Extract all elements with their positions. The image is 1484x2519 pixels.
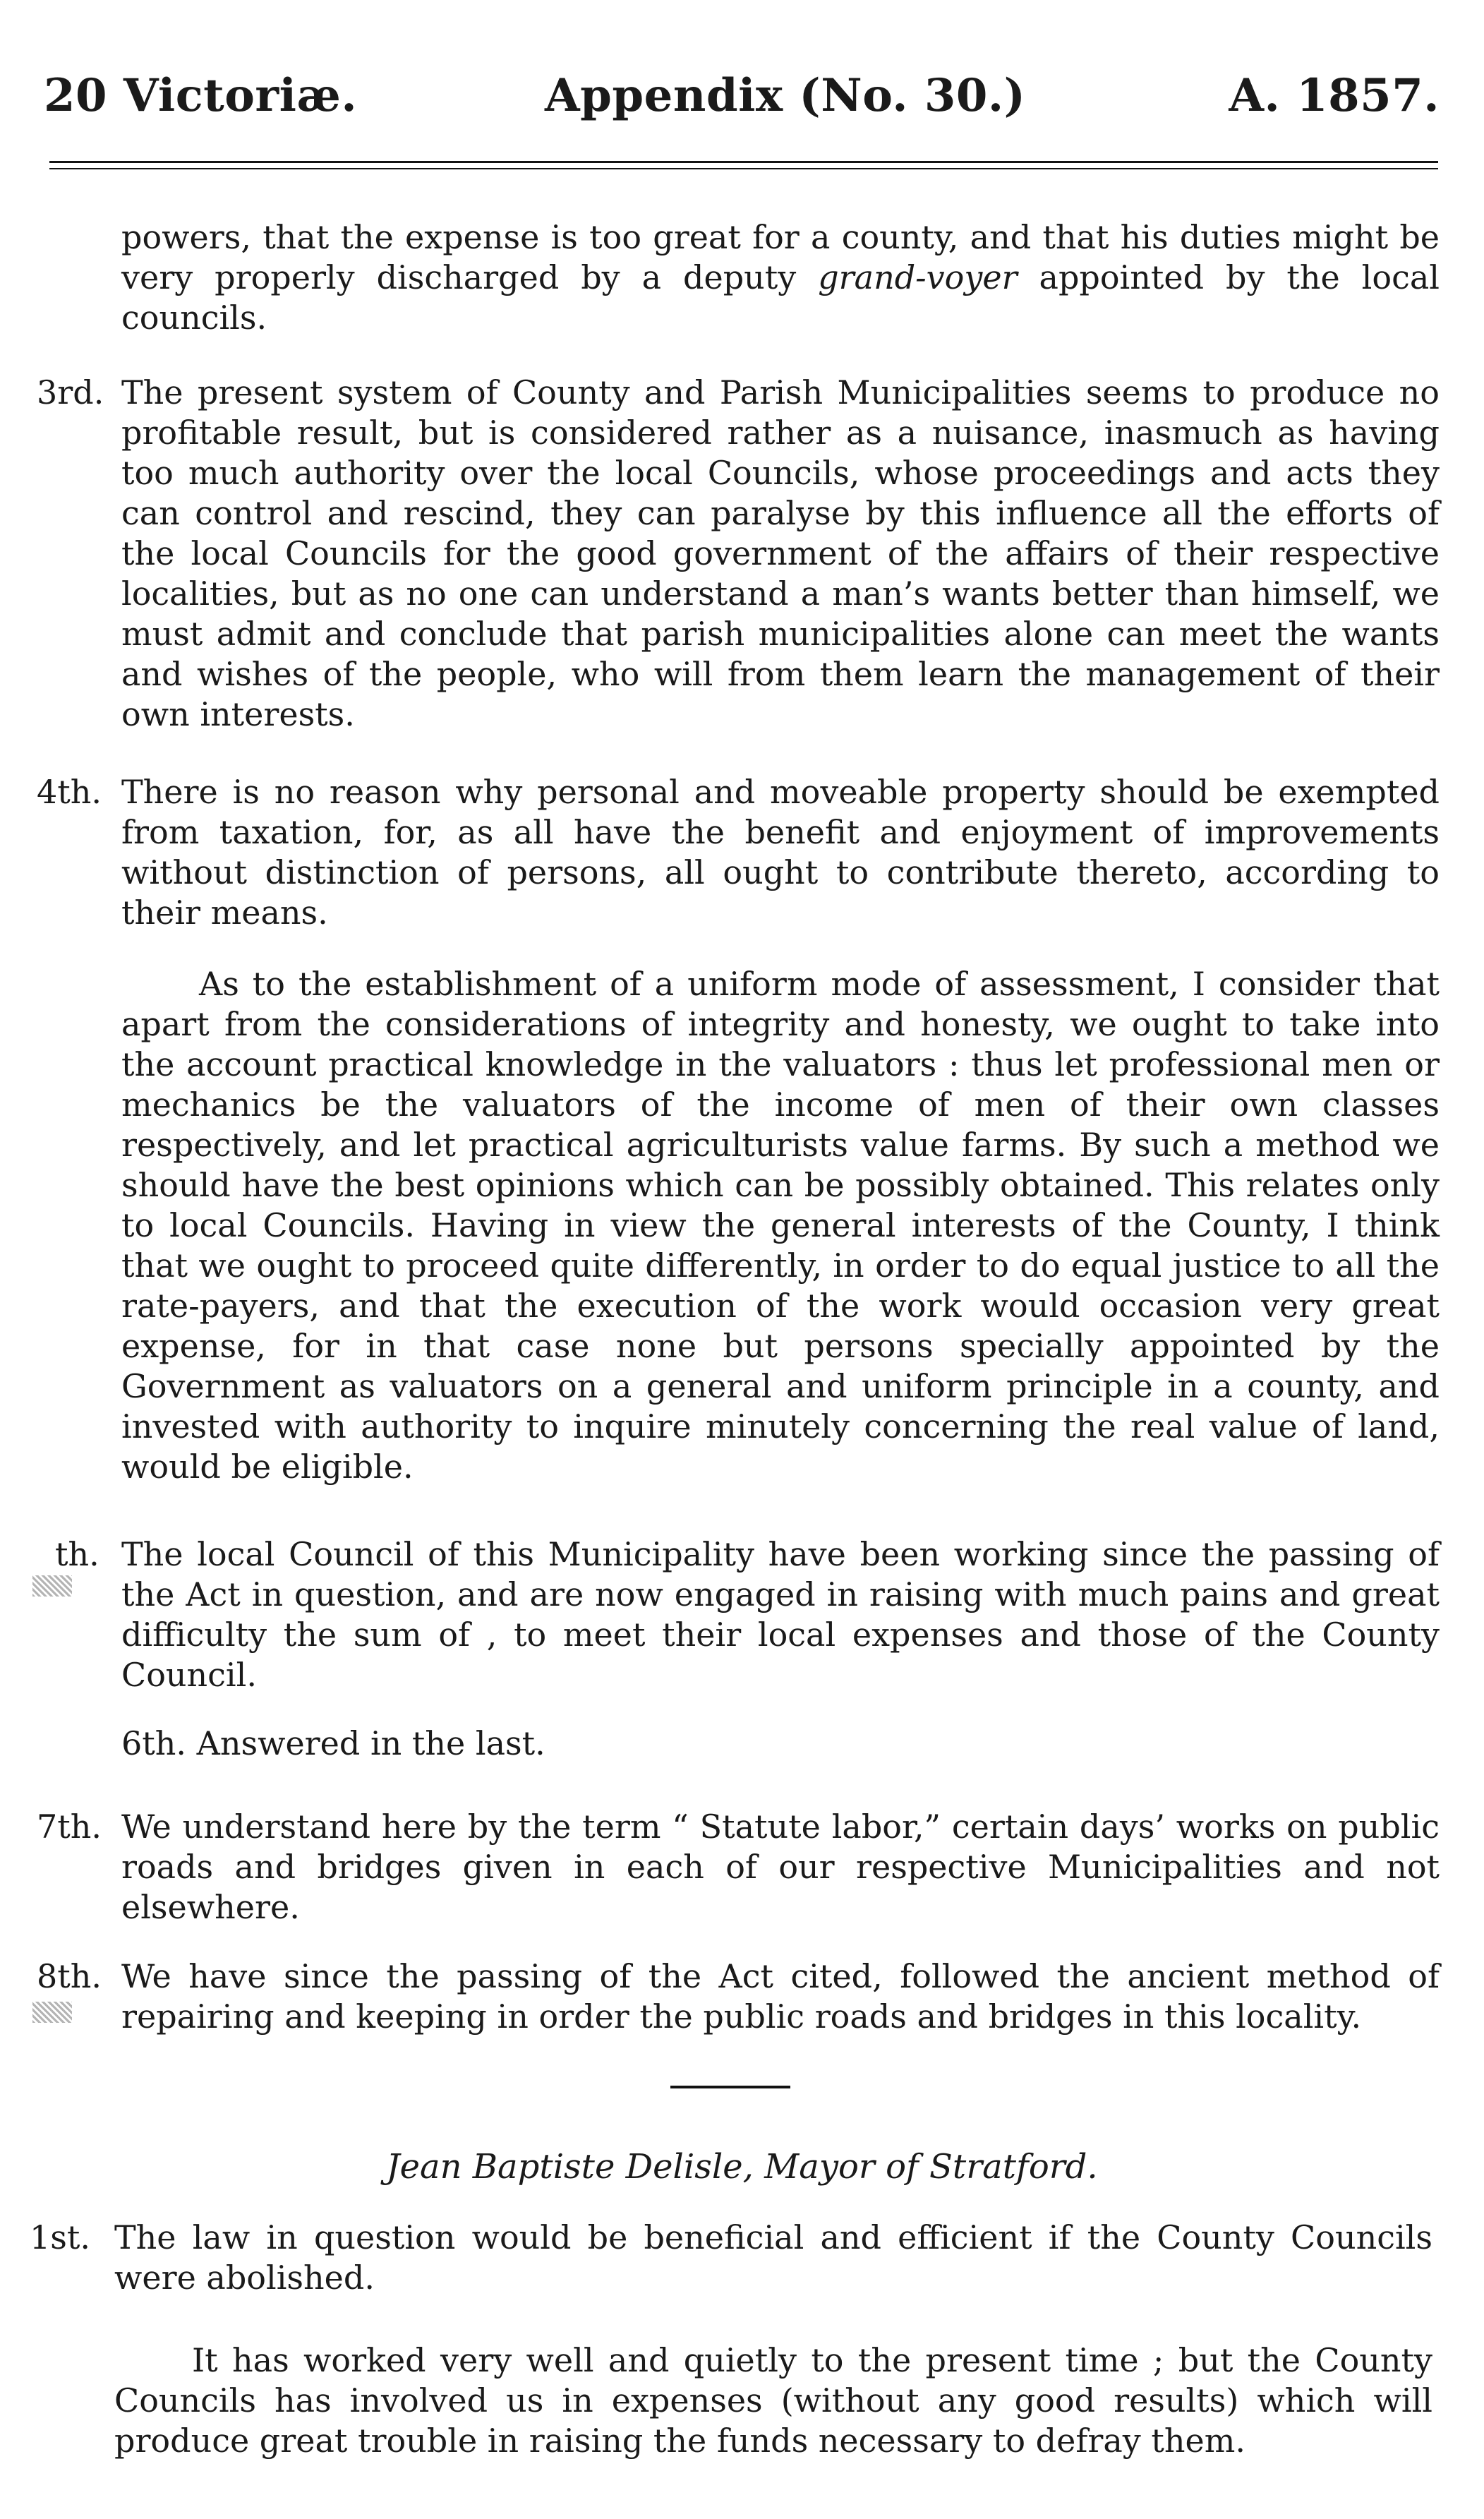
paragraph-assessment: As to the establishment of a uniform mode of assessment, I consider that apart from the considerations of integrity and honesty, we ought to take into the account practical knowledge in the valuators : thus let professional men or mechanics be the valuators of the income of men of their own classes respectively, and let practical agriculturists value farms. By such a method we should have the best opinions which can be possibly obtained. This relates only to local Councils. Having in view the general interests of the County, I think that we ought to proceed quite differently, in order to do equal justice to all the rate-payers, and that the execution of the work would occasion very great expense, for in that case none but persons specially appointed by the Government as valuators on a general and uniform principle in a county, and invested with authority to inquire minutely concerning the real value of land, would be eligible. [121, 965, 1440, 1486]
continuation-text-a: powers, that the expense is too great for a county, and that his duties might be very properly discharged by a deputy [121, 218, 1440, 296]
item-number-1st: 1st. [30, 2218, 90, 2256]
paragraph-1st: The law in question would be beneficial and efficient if the County Councils were abolished. [114, 2218, 1432, 2297]
header-session: 20 Victoriæ. [44, 69, 358, 122]
item-number-8th: 8th. [37, 1957, 102, 1995]
paragraph-4th: There is no reason why personal and moveable property should be exempted from taxation, for, as all have the benefit and enjoyment of improvements without distinction of persons, all ought to contribute thereto, according to their means. [121, 773, 1440, 932]
paragraph-continuation [121, 217, 1440, 338]
header-appendix: Appendix (No. 30.) [545, 69, 1026, 122]
paragraph-7th: We understand here by the term “ Statute labor,” certain days’ works on public roads and bridges given in each of our respective Municipalities and not elsewhere. [121, 1808, 1440, 1926]
header-rule-top [49, 161, 1438, 163]
paragraph-8th: We have since the passing of the Act cited, followed the ancient method of repairing and keeping in order the public roads and bridges in this locality. [121, 1957, 1440, 2036]
item-number-5th: th. [55, 1535, 99, 1573]
page-header [35, 69, 1440, 133]
continuation-text-b: appointed by the local councils. [121, 258, 1440, 337]
header-rule-bottom [49, 168, 1438, 169]
paragraph-6th: 6th. Answered in the last. [121, 1724, 545, 1762]
signature-heading: Jean Baptiste Delisle, Mayor of Stratford. [386, 2147, 1098, 2187]
continuation-emphasis: grand-voyer [818, 258, 1018, 296]
header-year: A. 1857. [1229, 69, 1440, 122]
ink-smudge-2 [32, 2002, 72, 2023]
section-separator [670, 2086, 790, 2088]
item-number-3rd: 3rd. [37, 373, 104, 411]
paragraph-county-expenses: It has worked very well and quietly to the present time ; but the County Councils has involved us in expenses (without any good results) which will produce great trouble in raising the funds necessary to defray them. [114, 2341, 1432, 2460]
ink-smudge [32, 1575, 72, 1597]
paragraph-5th: The local Council of this Municipality have been working since the passing of the Act in question, and are now engaged in raising with much pains and great difficulty the sum of , to meet their local expenses and those of the County Council. [121, 1535, 1440, 1694]
item-number-4th: 4th. [37, 773, 102, 811]
paragraph-3rd: The present system of County and Parish Municipalities seems to produce no profitable result, but is considered rather as a nuisance, inasmuch as having too much authority over the local Councils, whose proceedings and acts they can control and rescind, they can paralyse by this influence all the efforts of the local Councils for the good government of the affairs of their respective localities, but as no one can understand a man’s wants better than himself, we must admit and conclude that parish municipalities alone can meet the wants and wishes of the people, who will from them learn the management of their own interests. [121, 373, 1440, 733]
item-number-7th: 7th. [37, 1808, 102, 1846]
